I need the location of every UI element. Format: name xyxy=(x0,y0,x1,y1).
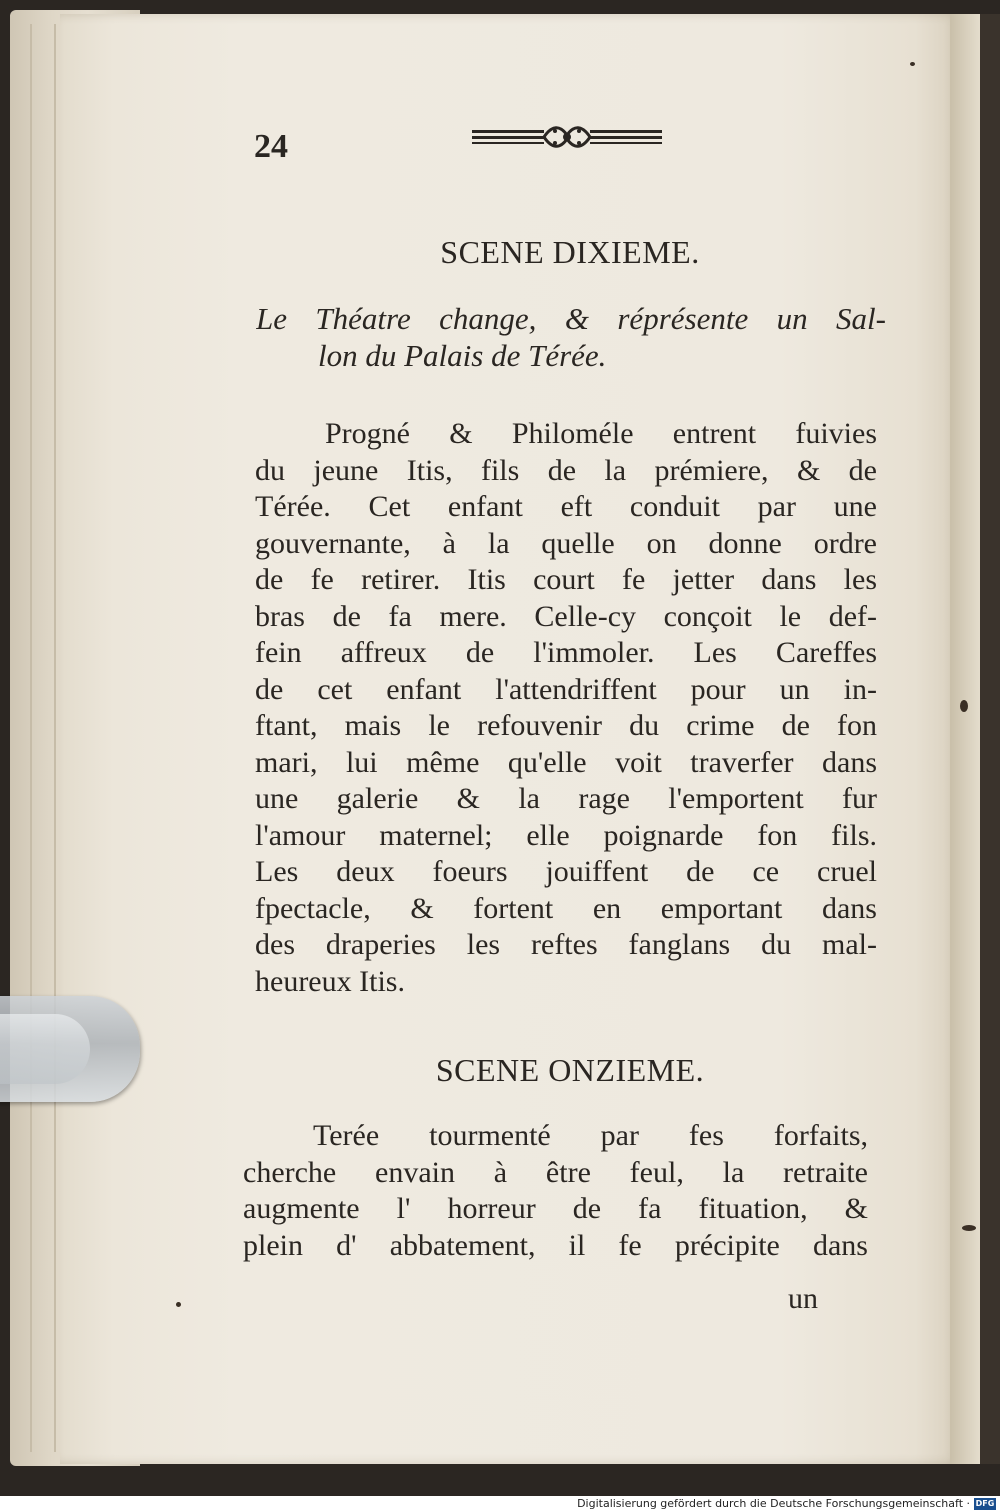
footer-credit: Digitalisierung gefördert durch die Deutsche Forschungsgemeinschaft · xyxy=(577,1497,970,1510)
scene-heading: SCENE ONZIEME. xyxy=(435,1052,705,1088)
binding-shadow xyxy=(980,14,1000,1464)
ornament-divider-icon xyxy=(472,121,662,151)
stage-direction-line: lon du Palais de Térée. xyxy=(318,338,607,373)
paper-blemish xyxy=(960,700,968,712)
text-line: de fe retirer. Itis court fe jetter dans les xyxy=(255,563,877,596)
scene-paragraph xyxy=(255,416,877,1000)
page-number: 24 xyxy=(254,128,288,165)
text-line: mari, lui même qu'elle voit traverfer dans xyxy=(255,745,877,779)
text-line: Terée tourmenté par fes forfaits, xyxy=(313,1119,868,1152)
paper-blemish xyxy=(910,62,915,66)
page-edge-line xyxy=(54,24,56,1452)
text-line: gouvernante, à la quelle on donne ordre xyxy=(255,526,877,560)
stage-direction xyxy=(256,300,886,374)
dfg-logo: DFG xyxy=(975,1499,995,1508)
text-line: du jeune Itis, fils de la prémiere, & de xyxy=(255,453,877,487)
catchword: un xyxy=(788,1282,818,1315)
paper-blemish xyxy=(962,1225,976,1231)
paper-blemish xyxy=(176,1302,181,1307)
text-line: Progné & Philoméle entrent fuivies xyxy=(325,417,877,450)
text-line: Térée. Cet enfant eft conduit par une xyxy=(255,490,877,523)
text-line: cherche envain à être feul, la retraite xyxy=(243,1155,868,1189)
facing-page-edge xyxy=(950,14,980,1464)
scene-heading: SCENE DIXIEME. xyxy=(440,234,700,270)
stage-direction-line: Le Théatre change, & réprésente un Sal- xyxy=(256,301,886,336)
text-line: une galerie & la rage l'emportent fur xyxy=(255,782,877,815)
text-line: heureux Itis. xyxy=(255,964,405,998)
text-line: de cet enfant l'attendriffent pour un in- xyxy=(255,672,877,706)
text-line: bras de fa mere. Celle-cy conçoit le def- xyxy=(255,599,877,633)
text-line: l'amour maternel; elle poignarde fon fils. xyxy=(255,818,877,852)
text-line: ftant, mais le refouvenir du crime de fon xyxy=(255,709,877,742)
text-line: Les deux foeurs jouiffent de ce cruel xyxy=(255,855,877,888)
text-line: fein affreux de l'immoler. Les Careffes xyxy=(255,636,877,669)
text-line: augmente l' horreur de fa fituation, & xyxy=(243,1192,868,1225)
page-edge-line xyxy=(30,24,32,1452)
scene-paragraph xyxy=(243,1118,868,1264)
plastic-clip-highlight xyxy=(0,1014,90,1084)
plastic-clip xyxy=(0,996,140,1102)
text-line: fpectacle, & fortent en emportant dans xyxy=(255,891,877,925)
text-line: des draperies les reftes fanglans du mal- xyxy=(255,928,877,961)
text-line: plein d' abbatement, il fe précipite dans xyxy=(243,1228,868,1262)
